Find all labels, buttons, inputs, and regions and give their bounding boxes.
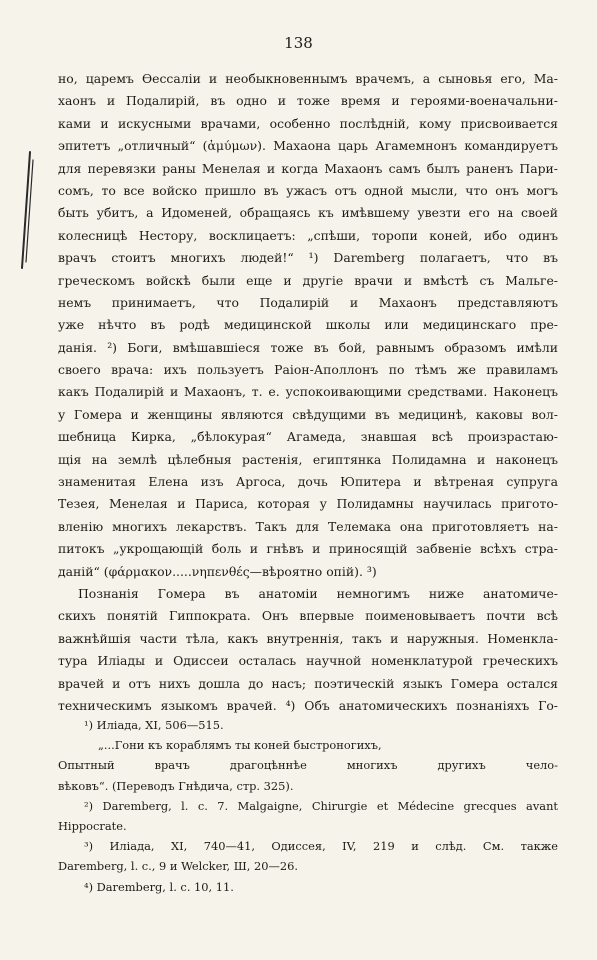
page-number: 138 <box>284 34 313 52</box>
body-line: какъ Подалирій и Махаонъ, т. е. успокоивающими средствами. Наконецъ <box>58 384 558 400</box>
body-line: даній“ (φάρμακον.....νηπενθές—вѣроятно опій). ³) <box>58 563 377 579</box>
body-text <box>58 68 558 717</box>
margin-pencil-mark <box>16 150 36 270</box>
body-line: колесницѣ Нестору, восклицаетъ: „спѣши, торопи коней, ибо одинъ <box>58 227 558 243</box>
body-line: сомъ, то все войско пришло въ ужасъ отъ одной мысли, что онъ могъ <box>58 182 558 198</box>
body-line: немъ принимаетъ, что Подалирій и Махаонъ представляютъ <box>58 294 558 310</box>
body-line: греческомъ войскѣ были еще и другіе врачи и вмѣстѣ съ Мальге- <box>58 272 558 288</box>
body-line: своего врача: ихъ пользуетъ Раіон-Аполлонъ по тѣмъ же правиламъ <box>58 362 558 378</box>
footnote-line: вѣковъ“. (Переводъ Гнѣдича, стр. 325). <box>58 778 294 793</box>
body-line: ками и искусными врачами, особенно послѣдній, кому присвоивается <box>58 115 558 131</box>
body-line: врачей и отъ нихъ дошла до насъ; поэтическій языкъ Гомера остался <box>58 675 558 691</box>
body-line: знаменитая Елена изъ Аргоса, дочь Юпитера и вѣтреная супруга <box>58 474 558 490</box>
footnote-line: Опытный врачъ драгоцѣннѣе многихъ другихъ чело- <box>58 758 558 773</box>
body-line: техническимъ языкомъ врачей. ⁴) Объ анатомическихъ познаніяхъ Го- <box>58 697 558 713</box>
footnote-line: Daremberg, l. c., 9 и Welcker, Ш, 20—26. <box>58 859 298 874</box>
body-line: у Гомера и женщины являются свѣдущими въ медицинѣ, каковы вол- <box>58 406 558 422</box>
body-line: вленію многихъ лекарствъ. Такъ для Телемака она приготовляетъ на- <box>58 518 558 534</box>
footnotes <box>58 715 558 897</box>
body-line: хаонъ и Подалирій, въ одно и тоже время и героями-военачальни- <box>58 93 558 109</box>
body-line: шебница Кирка, „бѣлокурая“ Агамеда, знавшая всѣ произрастаю- <box>58 429 558 445</box>
body-line: питокъ „укрощающій боль и гнѣвъ и приносящій забвеніе всѣхъ стра- <box>58 541 558 557</box>
body-line: Тезея, Менелая и Париса, которая у Полидамны научилась пригото- <box>58 496 558 512</box>
footnote-line: ¹) Иліада, XI, 506—515. <box>84 718 224 732</box>
body-line: щія на землѣ цѣлебныя растенія, египтянка Полидамна и наконецъ <box>58 451 558 467</box>
body-line: эпитетъ „отличный“ (ἀμύμων). Махаона царь Агамемнонъ командируетъ <box>58 138 558 154</box>
body-line: уже нѣчто въ родѣ медицинской школы или медицинскаго пре- <box>58 317 558 333</box>
body-line: важнѣйшія части тѣла, какъ внутреннія, такъ и наружныя. Номенкла- <box>58 630 558 646</box>
body-line: скихъ понятій Гиппократа. Онъ впервые поименовываетъ почти всѣ <box>58 608 558 624</box>
body-line: данія. ²) Боги, вмѣшавшіеся тоже въ бой, равнымъ образомъ имѣли <box>58 339 558 355</box>
footnote-line: „...Гони къ кораблямъ ты коней быстроногихъ, <box>98 738 382 753</box>
body-line: тура Иліады и Одиссеи осталась научной номенклатурой греческихъ <box>58 653 558 669</box>
body-line: быть убитъ, а Идоменей, обращаясь къ имѣвшему увезти его на своей <box>58 205 558 221</box>
footnote-line: ²) Daremberg, l. c. 7. Malgaigne, Chirurgie et Médecine grecques avant <box>84 798 558 813</box>
footnote-line: Hippocrate. <box>58 818 127 833</box>
body-line: для перевязки раны Менелая и когда Махаонъ самъ былъ раненъ Пари- <box>58 160 558 176</box>
body-line: Познанія Гомера въ анатоміи немногимъ ниже анатомиче- <box>78 585 558 601</box>
body-line: врачъ стоитъ многихъ людей!“ ¹) Daremberg полагаетъ, что въ <box>58 250 558 266</box>
footnote-line: ⁴) Daremberg, l. c. 10, 11. <box>84 879 234 894</box>
footnote-line: ³) Иліада, XI, 740—41, Одиссея, IV, 219 и слѣд. См. также <box>84 839 558 854</box>
body-line: но, царемъ Ѳессаліи и необыкновеннымъ врачемъ, а сыновья его, Ма- <box>58 71 558 86</box>
